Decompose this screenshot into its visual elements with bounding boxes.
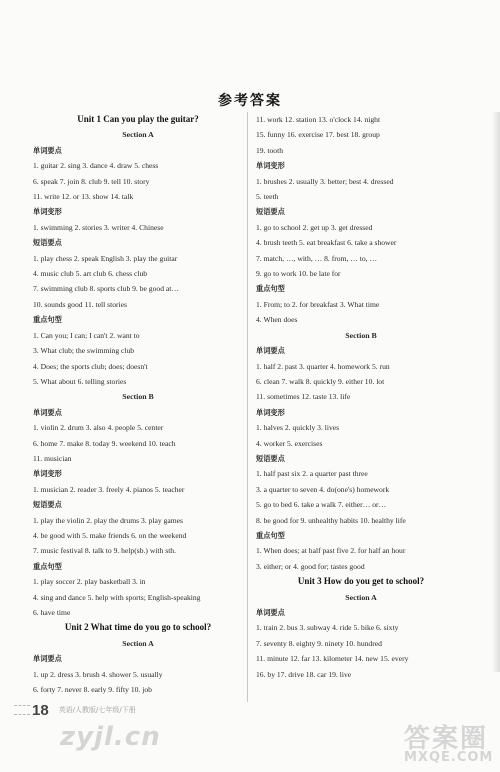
topic-heading: 重点句型 (256, 284, 285, 294)
answer-line: 6. speak 7. join 8. club 9. tell 10. story (33, 176, 150, 186)
answer-line: 11. minute 12. far 13. kilometer 14. new 15. every (256, 654, 409, 664)
answer-line: 7. seventy 8. eighty 9. ninety 10. hundred (256, 638, 382, 648)
answer-line: 3. either; or 4. good for; tastes good (256, 561, 365, 571)
answer-line: 5. What about 6. telling stories (33, 376, 127, 386)
section-heading: Section B (345, 330, 377, 340)
answer-line: 1. half past six 2. a quarter past three (256, 469, 368, 479)
topic-heading: 短语要点 (256, 453, 285, 463)
answer-line: 4. Does; the sports club; does; doesn't (33, 361, 148, 371)
page-footer (14, 700, 244, 720)
answer-line: 4. be good with 5. make friends 6. on the weekend (33, 530, 187, 540)
topic-heading: 短语要点 (33, 238, 62, 248)
answer-line: 10. sounds good 11. tell stories (33, 299, 128, 309)
topic-heading: 短语要点 (256, 207, 285, 217)
topic-heading: 单词要点 (256, 608, 285, 617)
answer-line: 4. sing and dance 5. help with sports; English-speaking (33, 592, 201, 602)
answer-line: 4. worker 5. exercises (256, 438, 323, 448)
answer-line: 7. music festival 8. talk to 9. help(sb.) with sth. (33, 546, 176, 556)
answer-line: 1. When does; at half past five 2. for half an hour (256, 546, 406, 556)
answer-line: 7. match, …, with, … 8. from, … to, … (256, 253, 378, 263)
answer-line: 6. have time (33, 608, 71, 617)
answer-line: 1. Can you; I can; I can't 2. want to (33, 330, 140, 340)
answer-line: 1. From; to 2. for breakfast 3. What time (256, 299, 380, 309)
footer-bar-icon (14, 705, 30, 715)
answer-line: 1. train 2. bus 3. subway 4. ride 5. bike 6. sixty (256, 623, 399, 633)
answer-line: 5. teeth (256, 192, 279, 202)
answer-line: 4. When does (256, 315, 298, 325)
answer-line: 1. go to school 2. get up 3. get dressed (256, 222, 373, 232)
answer-line: 1. play the violin 2. play the drums 3. play games (33, 515, 183, 525)
answer-line: 6. forty 7. never 8. early 9. fifty 10. job (33, 685, 152, 695)
answer-line: 6. home 7. make 8. today 9. weekend 10. teach (33, 438, 176, 448)
watermark-right-logo: 答案圈 (404, 724, 489, 754)
answer-line: 1. play chess 2. speak English 3. play the guitar (33, 253, 178, 263)
answer-line: 1. violin 2. drum 3. also 4. people 5. center (33, 423, 164, 433)
watermark-left: zyjl.cn (60, 722, 161, 752)
answer-line: 11. work 12. station 13. o'clock 14. night (256, 115, 381, 124)
topic-heading: 单词变形 (256, 161, 285, 171)
topic-heading: 重点句型 (256, 530, 285, 540)
column-divider (247, 112, 248, 702)
answer-line: 1. half 2. past 3. quarter 4. homework 5. run (256, 361, 390, 371)
section-heading: Section A (122, 638, 154, 648)
answer-line: 1. up 2. dress 3. brush 4. shower 5. usually (33, 669, 163, 679)
unit-heading: Unit 3 How do you get to school? (297, 576, 425, 587)
answer-line: 9. go to work 10. be late for (256, 269, 341, 279)
answer-line: 5. go to bed 6. take a walk 7. either… or… (256, 500, 387, 510)
answer-line: 1. halves 2. quickly 3. lives (256, 423, 340, 433)
section-heading: Section A (122, 130, 154, 140)
answer-line: 1. musician 2. reader 3. freely 4. pianos 5. teacher (33, 484, 185, 494)
answer-line: 8. be good for 9. unhealthy habits 10. healthy life (256, 515, 406, 525)
topic-heading: 短语要点 (33, 500, 62, 510)
answer-line: 11. musician (33, 453, 72, 463)
answer-line: 1. brushes 2. usually 3. better; best 4. dressed (256, 176, 394, 186)
book-info: 英语/人教版/七年级/下册 (58, 706, 136, 714)
unit-heading: Unit 1 Can you play the guitar? (77, 114, 199, 124)
topic-heading: 单词要点 (256, 346, 285, 356)
answer-line: 4. brush teeth 5. eat breakfast 6. take a shower (256, 238, 397, 248)
answer-line: 1. play soccer 2. play basketball 3. in (33, 577, 146, 587)
page-edge-shadow (492, 112, 500, 672)
section-heading: Section A (345, 592, 377, 602)
watermark-right-url: MXQE.COM (404, 750, 494, 765)
answer-line: 11. write 12. or 13. show 14. talk (33, 192, 134, 202)
answer-line: 19. tooth (256, 145, 284, 155)
topic-heading: 重点句型 (33, 315, 62, 325)
topic-heading: 单词要点 (33, 654, 62, 664)
page-number: 18 (32, 701, 49, 719)
topic-heading: 单词要点 (33, 145, 62, 155)
unit-heading: Unit 2 What time do you go to school? (64, 622, 212, 633)
topic-heading: 单词变形 (33, 469, 62, 479)
answer-line: 3. a quarter to seven 4. do(one's) homework (256, 484, 390, 494)
answer-line: 1. swimming 2. stories 3. writer 4. Chinese (33, 222, 164, 232)
section-heading: Section B (122, 392, 154, 402)
answer-line: 15. funny 16. exercise 17. best 18. group (256, 130, 380, 140)
answer-line: 7. swimming club 8. sports club 9. be good at… (33, 284, 179, 294)
answer-column-right (256, 112, 466, 682)
topic-heading: 单词变形 (33, 207, 62, 217)
answer-line: 4. music club 5. art club 6. chess club (33, 269, 148, 279)
topic-heading: 单词变形 (256, 407, 285, 417)
answer-line: 3. What club; the swimming club (33, 346, 135, 356)
answer-line: 16. by 17. drive 18. car 19. live (256, 669, 352, 679)
answer-line: 11. sometimes 12. taste 13. life (256, 392, 351, 402)
page-title: 参考答案 (218, 93, 282, 109)
topic-heading: 单词要点 (33, 407, 62, 417)
answer-line: 6. clean 7. walk 8. quickly 9. either 10. lot (256, 376, 385, 386)
answer-line: 1. guitar 2. sing 3. dance 4. draw 5. chess (33, 161, 159, 171)
topic-heading: 重点句型 (33, 561, 62, 571)
answer-column-left (33, 112, 243, 697)
